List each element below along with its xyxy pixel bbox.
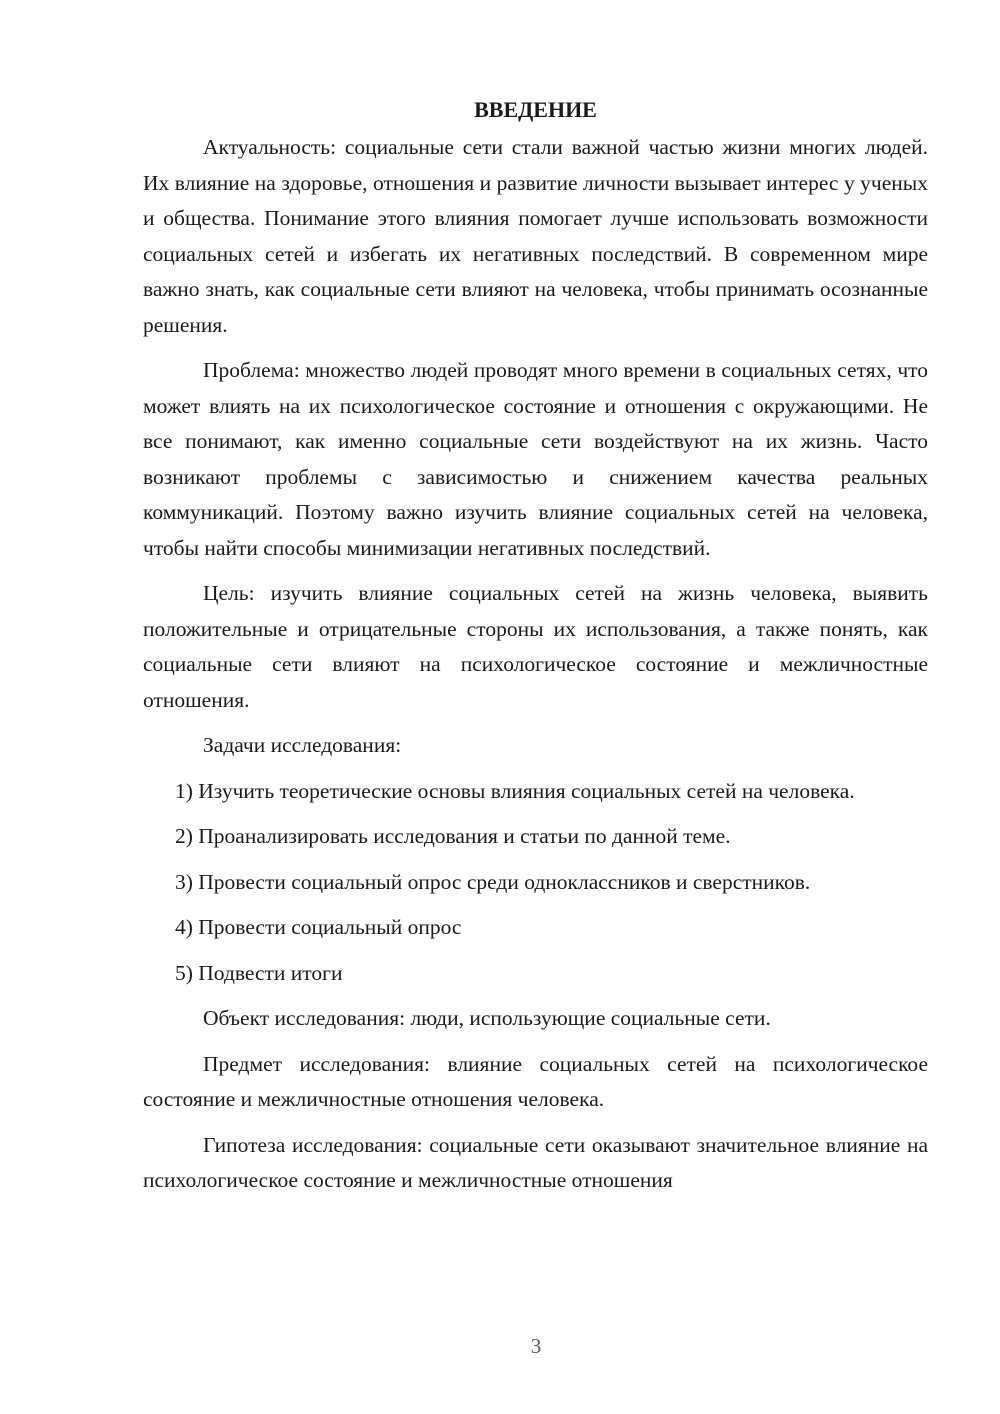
paragraph-object: Объект исследования: люди, использующие социальные сети. bbox=[203, 1006, 771, 1030]
paragraph-problem: Проблема: множество людей проводят много времени в социальных сетях, что может влиять на их психологическое состояние и отношения с окружающими. Не все понимают, как именно социальные сети воздействуют на их жизнь. Часто возникают проблемы с зависимостью и снижением качества реальных коммуникаций. Поэтому важно изучить влияние социальных сетей на человека, чтобы найти способы минимизации негативных последствий. bbox=[143, 358, 928, 560]
paragraph-goal: Цель: изучить влияние социальных сетей на жизнь человека, выявить положительные и отрицательные стороны их использования, а также понять, как социальные сети влияют на психологическое состояние и межличностные отношения. bbox=[143, 581, 928, 712]
paragraph-relevance: Актуальность: социальные сети стали важной частью жизни многих людей. Их влияние на здоровье, отношения и развитие личности вызывает интерес у ученых и общества. Понимание этого влияния помогает лучше использовать возможности социальных сетей и избегать их негативных последствий. В современном мире важно знать, как социальные сети влияют на человека, чтобы принимать осознанные решения. bbox=[143, 135, 928, 337]
tasks-list bbox=[143, 774, 928, 992]
task-item: 3) Провести социальный опрос среди одноклассников и сверстников. bbox=[175, 869, 811, 894]
tasks-heading: Задачи исследования: bbox=[203, 733, 402, 757]
page-title: ВВЕДЕНИЕ bbox=[474, 97, 597, 122]
paragraph-hypothesis: Гипотеза исследования: социальные сети оказывают значительное влияние на психологическое состояние и межличностные отношения bbox=[143, 1132, 928, 1192]
task-item: 5) Подвести итоги bbox=[175, 960, 343, 985]
task-item: 1) Изучить теоретические основы влияния социальных сетей на человека. bbox=[175, 778, 855, 803]
page-content bbox=[143, 92, 928, 1209]
paragraph-subject: Предмет исследования: влияние социальных сетей на психологическое состояние и межличностные отношения человека. bbox=[143, 1051, 928, 1111]
task-item: 2) Проанализировать исследования и статьи по данной теме. bbox=[175, 824, 731, 848]
task-item: 4) Провести социальный опрос bbox=[175, 915, 462, 939]
page-number: 3 bbox=[530, 1334, 542, 1358]
